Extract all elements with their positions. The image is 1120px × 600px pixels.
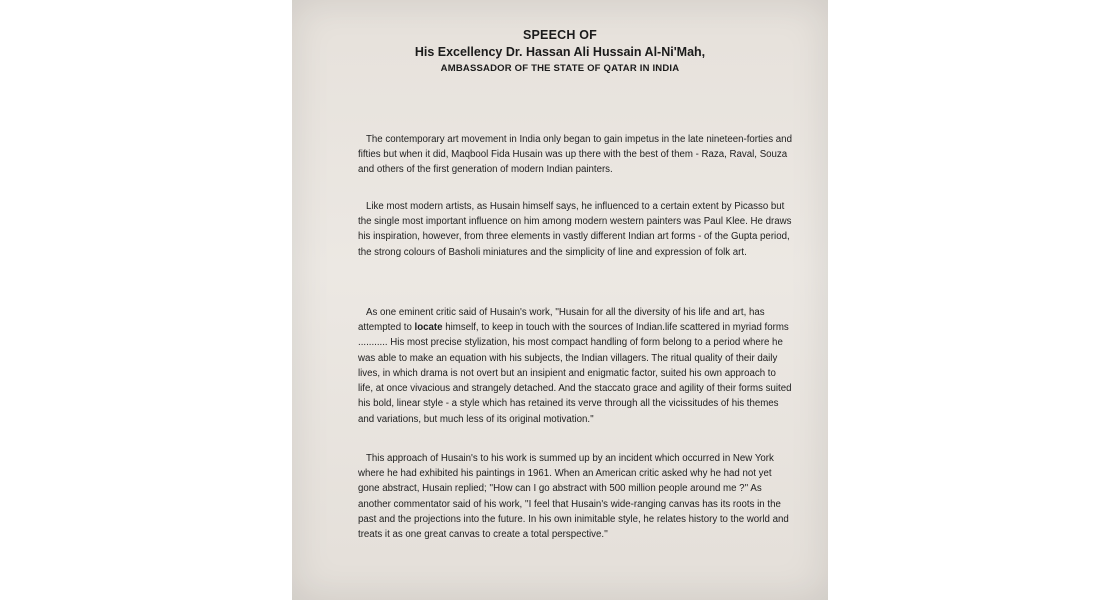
speech-page [292, 0, 828, 600]
paragraph-3 [358, 305, 792, 427]
paragraph-3-text-end: himself, to keep in touch with the sources of Indian.life scattered in myriad forms ........... His most precise stylization, his most compact handling of form belong to a period where he was able to make an equation with his subjects, the Indian villagers. The ritual quality of their daily lives, in which drama is not overt but an insipient and enigmatic factor, suited his own approach to life, at once vivacious and strangely detached. And the staccato grace and agility of their forms suited his bold, linear style - a style which has retained its verve through all the vicissitudes of his themes and variations, but much less of its original motivation.'' [358, 321, 792, 425]
speaker-role: AMBASSADOR OF THE STATE OF QATAR IN INDIA [440, 63, 680, 74]
paragraph-2: Like most modern artists, as Husain himself says, he influenced to a certain extent by Picasso but the single most important influence on him among modern western painters was Paul Klee. He draws his inspiration, however, from three elements in vastly different Indian art forms - of the Gupta period, the strong colours of Basholi miniatures and the simplicity of line and expression of folk art. [358, 200, 792, 258]
speech-header [292, 28, 828, 74]
speaker-name: His Excellency Dr. Hassan Ali Hussain Al-Ni'Mah, [414, 45, 706, 59]
paragraph-4: This approach of Husain's to his work is summed up by an incident which occurred in New York where he had exhibited his paintings in 1961. When an American critic asked why he had not yet gone abstract, Husain replied; ''How can I go abstract with 500 million people around me ?'' As another commentator said of his work, ''I feel that Husain's wide-ranging canvas has its roots in the past and the projections into the future. In his own inimitable style, he relates history to the world and treats it as one great canvas to create a total perspective.'' [358, 452, 789, 541]
paragraph-3-text-start: As one eminent critic said of Husain's work, ''Husain for all the diversity of his life and art, has attempted to [358, 306, 765, 333]
emphasized-word-locate: locate [414, 321, 443, 333]
paragraph-1: The contemporary art movement in India only began to gain impetus in the late nineteen-forties and fifties but when it did, Maqbool Fida Husain was up there with the best of them - Raza, Raval, Souza and others of the first generation of modern Indian painters. [358, 133, 792, 176]
speech-title: SPEECH OF [522, 28, 598, 42]
